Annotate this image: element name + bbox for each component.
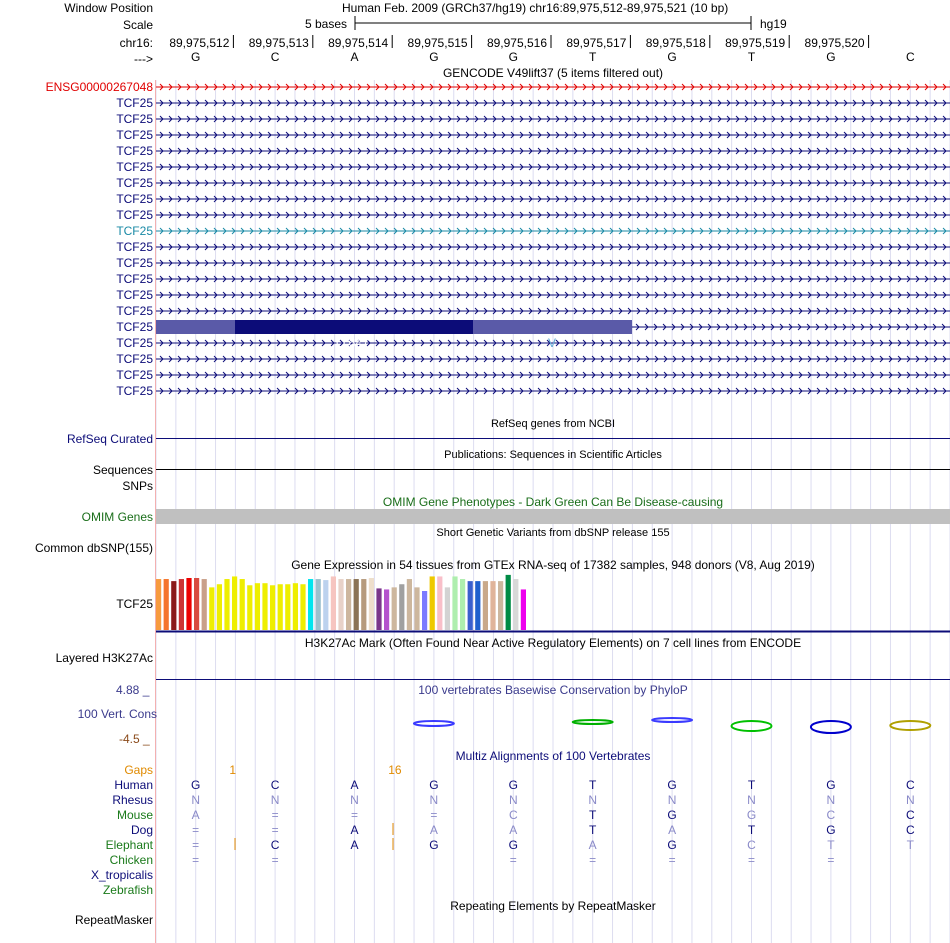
alignment-base: N — [429, 793, 439, 807]
gtex-bar — [346, 579, 351, 630]
alignment-base: N — [747, 793, 756, 807]
scale-assembly: hg19 — [760, 17, 787, 31]
gene-label: TCF25 — [116, 112, 153, 126]
position-label: 89,975,514 — [328, 36, 389, 50]
gtex-bar — [407, 579, 412, 630]
omim-title: OMIM Gene Phenotypes - Dark Green Can Be Disease-causing — [382, 495, 724, 509]
position-label: 89,975,516 — [486, 36, 547, 50]
gtex-title: Gene Expression in 54 tissues from GTEx RNA-seq of 17382 samples, 948 donors (V8, Aug 2019) — [291, 558, 815, 572]
base-letter: G — [191, 50, 201, 64]
multiz-title: Multiz Alignments of 100 Vertebrates — [455, 749, 651, 763]
alignment-base: C — [905, 778, 915, 792]
alignment-base: = — [350, 808, 358, 822]
gtex-bar — [323, 580, 328, 630]
alignment-base: N — [826, 793, 836, 807]
base-letter: C — [270, 50, 280, 64]
codon-exon-v — [473, 320, 632, 334]
gtex-bar — [437, 576, 442, 630]
alignment-base: = — [271, 853, 279, 867]
codon-exon — [156, 320, 235, 334]
alignment-base: A — [350, 778, 359, 792]
gtex-bar — [354, 579, 359, 630]
alignment-base: N — [508, 793, 518, 807]
alignment-base: = — [827, 853, 835, 867]
alignment-base: C — [905, 808, 915, 822]
codon-v-label: V — [548, 336, 557, 350]
alignment-base: G — [667, 778, 677, 792]
alignment-base: T — [747, 823, 756, 837]
gene-label: TCF25 — [116, 320, 153, 334]
alignment-base: = — [747, 853, 755, 867]
gtex-bar — [331, 576, 336, 630]
gene-label: TCF25 — [116, 192, 153, 206]
alignment-base: N — [270, 793, 280, 807]
gene-label: TCF25 — [116, 208, 153, 222]
alignment-base: C — [826, 808, 836, 822]
base-letter: T — [589, 50, 597, 64]
gtex-bar — [262, 583, 267, 630]
alignment-base: G — [429, 838, 439, 852]
alignment-base: G — [826, 778, 836, 792]
gtex-bar — [224, 579, 229, 630]
gtex-bar — [285, 584, 290, 630]
alignment-base: T — [906, 838, 914, 852]
species-label: Elephant — [105, 838, 153, 852]
base-letter: A — [350, 50, 359, 64]
gtex-bar — [232, 576, 237, 630]
alignment-base: C — [270, 838, 280, 852]
gtex-bar — [217, 584, 222, 630]
species-label: Rhesus — [112, 793, 153, 807]
gtex-bar — [308, 579, 313, 630]
codon-exon-q647 — [235, 320, 473, 334]
gene-label: TCF25 — [116, 176, 153, 190]
gtex-bar — [475, 581, 480, 630]
strand-label: ---> — [134, 52, 153, 66]
alignment-base: C — [747, 838, 756, 852]
gtex-bar — [460, 579, 465, 630]
alignment-base: A — [588, 838, 597, 852]
position-label: 89,975,515 — [407, 36, 468, 50]
alignment-base: N — [588, 793, 598, 807]
gene-label: TCF25 — [116, 272, 153, 286]
gtex-bar — [521, 589, 526, 630]
dbsnp-title: Short Genetic Variants from dbSNP release 155 — [436, 527, 670, 539]
gtex-bar — [392, 587, 397, 630]
sequences-label[interactable]: Sequences — [92, 463, 153, 477]
alignment-base: G — [826, 823, 836, 837]
alignment-base: G — [508, 778, 518, 792]
species-label: Dog — [130, 823, 153, 837]
alignment-base: N — [905, 793, 915, 807]
gtex-bar — [361, 579, 366, 630]
gtex-bar — [506, 575, 511, 630]
gtex-bar — [316, 579, 321, 630]
species-label: X_tropicalis — [90, 868, 153, 882]
base-letter: G — [826, 50, 836, 64]
repeat-label[interactable]: RepeatMasker — [74, 913, 153, 927]
alignment-base: = — [668, 853, 676, 867]
position-label: 89,975,517 — [566, 36, 627, 50]
gtex-bar — [384, 589, 389, 630]
alignment-base: G — [508, 838, 518, 852]
gtex-bar — [483, 581, 488, 630]
alignment-base: = — [192, 823, 200, 837]
h3k27ac-label[interactable]: Layered H3K27Ac — [55, 651, 153, 665]
cons-label[interactable]: 100 Vert. Cons — [77, 707, 157, 721]
codon-q-label: Q 647 — [336, 336, 369, 350]
repeat-title: Repeating Elements by RepeatMasker — [450, 899, 656, 913]
gtex-label[interactable]: TCF25 — [116, 597, 153, 611]
gtex-bar — [209, 587, 214, 630]
alignment-base: = — [271, 823, 279, 837]
gap-count: 1 — [229, 763, 237, 777]
alignment-base: A — [350, 838, 359, 852]
base-letter: G — [508, 50, 518, 64]
alignment-base: T — [589, 778, 597, 792]
gene-label: TCF25 — [116, 352, 153, 366]
gtex-bar — [490, 581, 495, 630]
snps-label[interactable]: SNPs — [122, 479, 153, 493]
cons-max-label: 4.88 _ — [116, 683, 150, 697]
alignment-base: G — [429, 778, 439, 792]
gene-label: TCF25 — [116, 144, 153, 158]
alignment-base: A — [509, 823, 518, 837]
gaps-label: Gaps — [124, 763, 153, 777]
scale-label: Scale — [122, 18, 153, 32]
species-label: Zebrafish — [102, 883, 153, 897]
species-label: Human — [114, 778, 153, 792]
scale-text: 5 bases — [305, 17, 348, 31]
gtex-bar — [194, 578, 199, 630]
position-label: 89,975,519 — [725, 36, 786, 50]
alignment-base: G — [191, 778, 201, 792]
alignment-base: T — [589, 823, 597, 837]
alignment-base: A — [350, 823, 359, 837]
base-letter: G — [667, 50, 677, 64]
gtex-bar — [293, 583, 298, 630]
base-letter: T — [747, 50, 756, 64]
alignment-base: A — [191, 808, 200, 822]
alignment-base: C — [905, 823, 915, 837]
gtex-bar — [202, 579, 207, 630]
alignment-base: = — [430, 808, 438, 822]
alignment-base: T — [747, 778, 756, 792]
gtex-bar — [255, 583, 260, 630]
gene-label: TCF25 — [116, 96, 153, 110]
position-label: 89,975,518 — [645, 36, 706, 50]
gtex-bar — [171, 581, 176, 630]
gene-label: ENSG00000267048 — [45, 80, 153, 94]
gencode-title: GENCODE V49lift37 (5 items filtered out) — [442, 66, 664, 80]
gene-label: TCF25 — [116, 256, 153, 270]
position-label: 89,975,512 — [169, 36, 230, 50]
position-label: 89,975,513 — [248, 36, 309, 50]
gene-label: TCF25 — [116, 128, 153, 142]
alignment-base: N — [350, 793, 359, 807]
alignment-base: N — [191, 793, 201, 807]
gene-label: TCF25 — [116, 224, 153, 238]
gtex-bar — [452, 576, 457, 630]
omim-label[interactable]: OMIM Genes — [81, 510, 153, 524]
gtex-bar — [498, 581, 503, 630]
gtex-bar — [278, 584, 283, 630]
position-label: 89,975,520 — [804, 36, 865, 50]
gtex-bar — [156, 579, 161, 630]
gene-label: TCF25 — [116, 384, 153, 398]
alignment-base: = — [589, 853, 597, 867]
gtex-bar — [414, 587, 419, 630]
alignment-base: = — [271, 808, 279, 822]
gtex-bar — [430, 576, 435, 630]
publications-title: Publications: Sequences in Scientific Articles — [444, 449, 662, 461]
gtex-bar — [247, 585, 252, 630]
window-position-label: Window Position — [64, 1, 153, 15]
gtex-bar — [422, 591, 427, 630]
alignment-base: A — [668, 823, 677, 837]
omim-bar — [156, 509, 950, 524]
gtex-bar — [164, 579, 169, 630]
chrom-label: chr16: — [119, 36, 153, 50]
gap-count: 16 — [388, 763, 402, 777]
alignment-base: N — [667, 793, 677, 807]
alignment-base: T — [589, 808, 597, 822]
dbsnp-label[interactable]: Common dbSNP(155) — [34, 541, 153, 555]
gtex-bar — [399, 584, 404, 630]
gene-label: TCF25 — [116, 304, 153, 318]
gtex-bar — [186, 578, 191, 630]
gtex-bar — [338, 579, 343, 630]
h3k27ac-title: H3K27Ac Mark (Often Found Near Active Regulatory Elements) on 7 cell lines from ENCODE — [304, 636, 802, 650]
refseq-label[interactable]: RefSeq Curated — [66, 432, 153, 446]
gene-label: TCF25 — [116, 160, 153, 174]
alignment-base: G — [667, 838, 677, 852]
gene-label: TCF25 — [116, 368, 153, 382]
gtex-bar — [240, 579, 245, 630]
alignment-base: = — [192, 838, 200, 852]
gene-label: TCF25 — [116, 240, 153, 254]
species-label: Mouse — [116, 808, 153, 822]
cons-title: 100 vertebrates Basewise Conservation by PhyloP — [418, 683, 688, 697]
alignment-base: C — [508, 808, 518, 822]
refseq-title: RefSeq genes from NCBI — [490, 418, 616, 430]
window-position-value: Human Feb. 2009 (GRCh37/hg19) chr16:89,975,512-89,975,521 (10 bp) — [342, 1, 729, 15]
alignment-base: A — [429, 823, 438, 837]
alignment-base: T — [827, 838, 835, 852]
gtex-bar — [513, 579, 518, 630]
gtex-bar — [468, 581, 473, 630]
gtex-bar — [369, 578, 374, 630]
gtex-bar — [376, 588, 381, 630]
base-letter: G — [429, 50, 439, 64]
base-letter: C — [905, 50, 915, 64]
gtex-bar — [300, 584, 305, 630]
gene-label: TCF25 — [116, 288, 153, 302]
gtex-bar — [270, 585, 275, 630]
gtex-bar — [179, 579, 184, 630]
alignment-base: G — [667, 808, 677, 822]
alignment-base: G — [746, 808, 757, 822]
alignment-base: = — [509, 853, 517, 867]
gtex-bar — [445, 587, 450, 630]
gene-label: TCF25 — [116, 336, 153, 350]
alignment-base: C — [270, 778, 280, 792]
alignment-base: = — [192, 853, 200, 867]
cons-min-label: -4.5 _ — [119, 732, 150, 746]
species-label: Chicken — [109, 853, 153, 867]
